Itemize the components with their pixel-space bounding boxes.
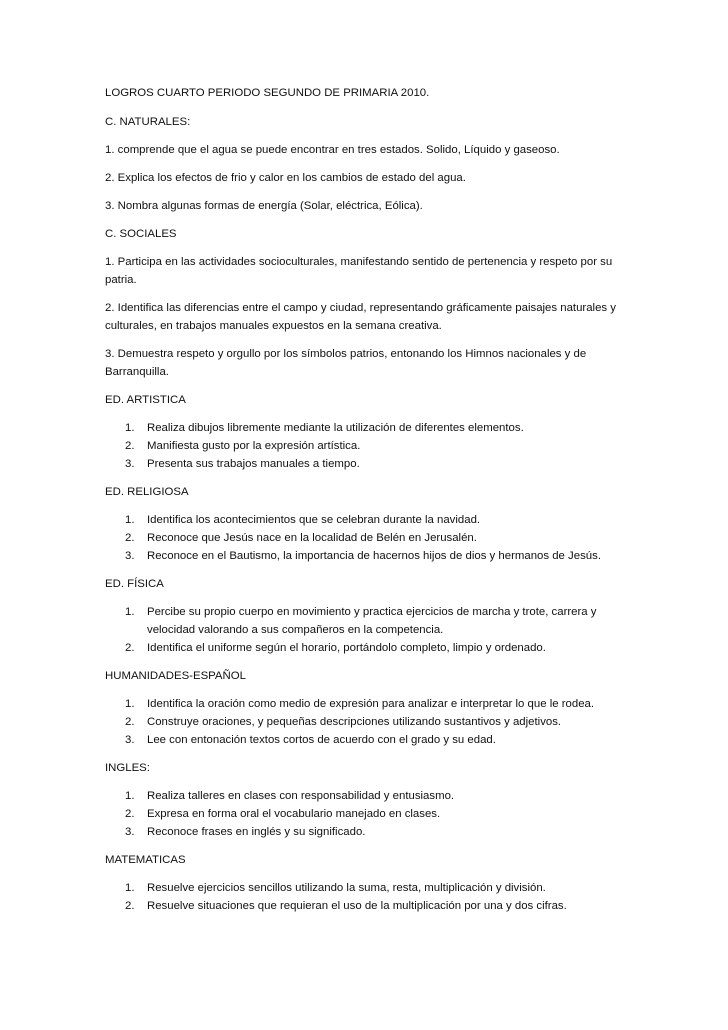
list-item-text: Manifiesta gusto por la expresión artística. [147, 440, 361, 452]
list-item-text: Reconoce que Jesús nace en la localidad de Belén en Jerusalén. [147, 532, 477, 544]
list-item [105, 437, 625, 455]
list-item [105, 639, 625, 657]
list-number: 3. [125, 458, 135, 470]
list-item [105, 455, 625, 473]
section-heading-religiosa: ED. RELIGIOSA [105, 486, 189, 498]
list-item-text: Reconoce en el Bautismo, la importancia de hacernos hijos de dios y hermanos de Jesús. [147, 550, 601, 562]
sociales-item: 1. Participa en las actividades socioculturales, manifestando sentido de pertenencia y respeto por su patria. [105, 256, 613, 286]
section-heading-fisica: ED. FÍSICA [105, 578, 164, 590]
section-heading-naturales: C. NATURALES: [105, 116, 191, 128]
list-item [105, 419, 625, 437]
list-item-text: Construye oraciones, y pequeñas descripciones utilizando sustantivos y adjetivos. [147, 716, 562, 728]
list-number: 3. [125, 734, 135, 746]
list-item-text: Realiza talleres en clases con responsabilidad y entusiasmo. [147, 790, 455, 802]
ingles-list [105, 787, 625, 841]
document-title: LOGROS CUARTO PERIODO SEGUNDO DE PRIMARIA 2010. [105, 87, 430, 99]
document-page [105, 84, 625, 925]
section-heading-espanol: HUMANIDADES-ESPAÑOL [105, 670, 246, 682]
list-number: 3. [125, 550, 135, 562]
list-item [105, 511, 625, 529]
list-item [105, 823, 625, 841]
list-number: 2. [125, 532, 135, 544]
list-number: 2. [125, 440, 135, 452]
naturales-item: 3. Nombra algunas formas de energía (Solar, eléctrica, Eólica). [105, 200, 423, 212]
list-number: 1. [125, 606, 135, 618]
list-number: 3. [125, 826, 135, 838]
list-item-text: Reconoce frases en inglés y su significado. [147, 826, 366, 838]
list-number: 1. [125, 698, 135, 710]
list-item-text: Identifica la oración como medio de expresión para analizar e interpretar lo que le rodea. [147, 698, 595, 710]
religiosa-list [105, 511, 625, 565]
sociales-item: 2. Identifica las diferencias entre el campo y ciudad, representando gráficamente paisajes naturales y culturales, en trabajos manuales expuestos en la semana creativa. [105, 302, 616, 332]
list-number: 1. [125, 790, 135, 802]
list-item [105, 805, 625, 823]
sociales-item: 3. Demuestra respeto y orgullo por los símbolos patrios, entonando los Himnos nacionales y de Barranquilla. [105, 348, 587, 378]
list-item-text: Resuelve situaciones que requieran el uso de la multiplicación por una y dos cifras. [147, 900, 567, 912]
artistica-list [105, 419, 625, 473]
section-heading-artistica: ED. ARTISTICA [105, 394, 186, 406]
list-item [105, 529, 625, 547]
list-item [105, 547, 625, 565]
list-item-text: Identifica los acontecimientos que se celebran durante la navidad. [147, 514, 481, 526]
list-number: 1. [125, 422, 135, 434]
list-number: 2. [125, 642, 135, 654]
list-item-text: Lee con entonación textos cortos de acuerdo con el grado y su edad. [147, 734, 496, 746]
list-number: 2. [125, 900, 135, 912]
list-number: 1. [125, 514, 135, 526]
section-heading-ingles: INGLES: [105, 762, 150, 774]
espanol-list [105, 695, 625, 749]
list-item-text: Expresa en forma oral el vocabulario manejado en clases. [147, 808, 441, 820]
list-item-text: Identifica el uniforme según el horario, portándolo completo, limpio y ordenado. [147, 642, 546, 654]
list-item-text: Realiza dibujos libremente mediante la utilización de diferentes elementos. [147, 422, 524, 434]
naturales-item: 1. comprende que el agua se puede encontrar en tres estados. Solido, Líquido y gaseoso. [105, 144, 560, 156]
list-item-text: Resuelve ejercicios sencillos utilizando la suma, resta, multiplicación y división. [147, 882, 546, 894]
section-heading-matematicas: MATEMATICAS [105, 854, 186, 866]
list-item [105, 897, 625, 915]
matematicas-list [105, 879, 625, 915]
list-item [105, 713, 625, 731]
list-item-text: Presenta sus trabajos manuales a tiempo. [147, 458, 360, 470]
list-number: 2. [125, 808, 135, 820]
list-number: 1. [125, 882, 135, 894]
section-heading-sociales: C. SOCIALES [105, 228, 177, 240]
list-item [105, 787, 625, 805]
naturales-item: 2. Explica los efectos de frio y calor en los cambios de estado del agua. [105, 172, 466, 184]
list-item [105, 731, 625, 749]
list-number: 2. [125, 716, 135, 728]
list-item [105, 695, 625, 713]
list-item-text: Percibe su propio cuerpo en movimiento y practica ejercicios de marcha y trote, carrera y velocidad valorando a sus compañeros en la competencia. [147, 606, 597, 636]
fisica-list [105, 603, 625, 657]
list-item [105, 603, 625, 639]
list-item [105, 879, 625, 897]
